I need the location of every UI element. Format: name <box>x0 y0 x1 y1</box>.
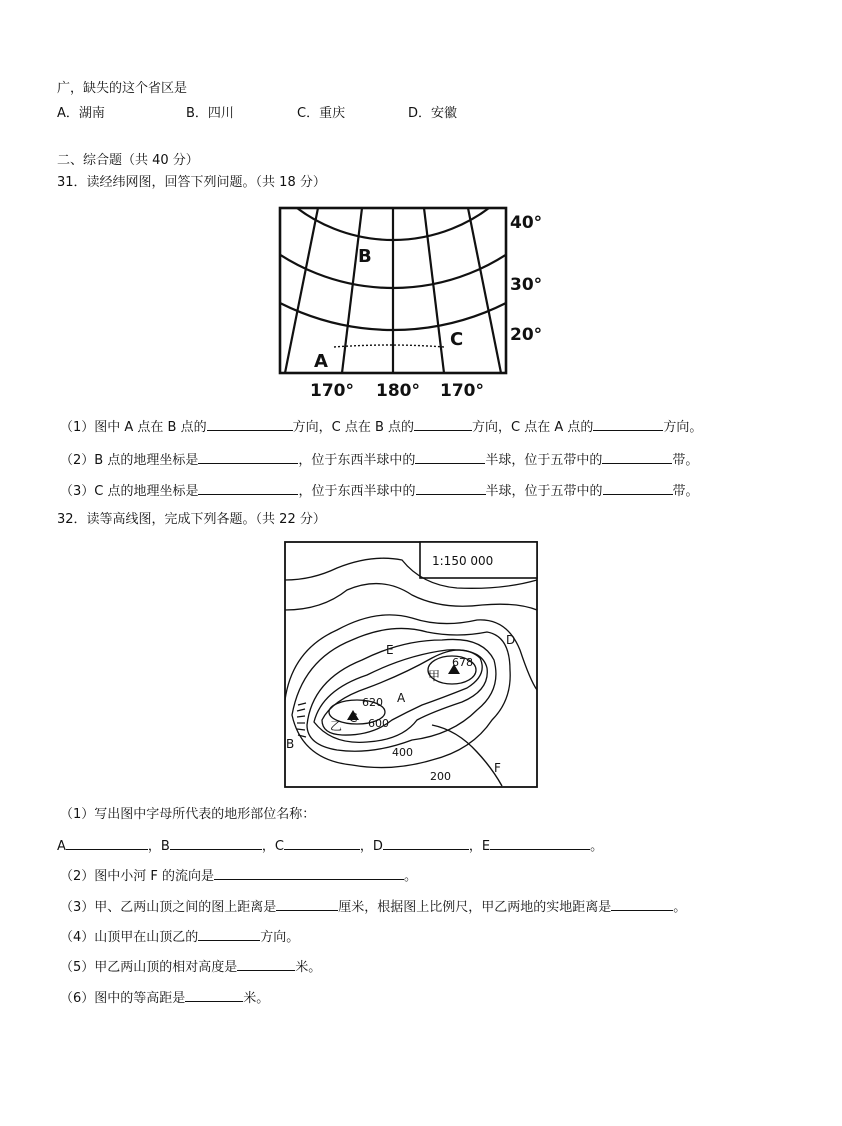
q32-sub6: （6）图中的等高距是 米。 <box>60 988 269 1008</box>
q32-sub1: （1）写出图中字母所代表的地形部位名称： <box>60 807 316 822</box>
q31-sub1: （1）图中 A 点在 B 点的 方向，C 点在 B 点的 方向，C 点在 A 点的 方向。 <box>60 417 702 437</box>
answer-blank[interactable] <box>490 836 590 850</box>
option-a: A．湖南 <box>57 106 105 121</box>
graticule-map <box>270 200 550 405</box>
q31-sub2: （2）B 点的地理坐标是 ，位于东西半球中的 半球，位于五带中的 带。 <box>60 450 698 470</box>
answer-blank[interactable] <box>198 927 260 941</box>
answer-blank[interactable] <box>603 481 673 495</box>
lat-label-40: 40° <box>510 213 543 233</box>
contour-map <box>282 540 542 790</box>
answer-blank[interactable] <box>276 897 338 911</box>
contour-label-600: 600 <box>368 717 389 730</box>
contour-label-200: 200 <box>430 770 451 783</box>
peak-yi-height: 620 <box>362 696 383 709</box>
letter-f: F <box>494 761 501 775</box>
answer-blank[interactable] <box>284 836 360 850</box>
option-b: B．四川 <box>186 106 234 121</box>
letter-e: E <box>386 643 394 657</box>
answer-blank[interactable] <box>198 450 298 464</box>
letter-a: A <box>397 691 406 705</box>
prev-question-tail: 广，缺失的这个省区是 <box>57 81 188 96</box>
answer-blank[interactable] <box>383 836 469 850</box>
contour-label-400: 400 <box>392 746 413 759</box>
peak-jia-name: 甲 <box>428 669 441 683</box>
answer-blank[interactable] <box>198 481 298 495</box>
q32-sub3: （3）甲、乙两山顶之间的图上距离是 厘米，根据图上比例尺，甲乙两地的实地距离是 。 <box>60 897 686 917</box>
point-c-label: C <box>450 329 464 350</box>
q32-stem: 32．读等高线图，完成下列各题。（共 22 分） <box>57 512 326 527</box>
answer-blank[interactable] <box>170 836 262 850</box>
answer-blank[interactable] <box>414 417 472 431</box>
option-c: C．重庆 <box>297 106 346 121</box>
peak-jia-height: 678 <box>452 656 473 669</box>
answer-blank[interactable] <box>207 417 293 431</box>
lat-label-30: 30° <box>510 275 543 295</box>
letter-c: C <box>349 711 358 725</box>
q31-sub3: （3）C 点的地理坐标是 ，位于东西半球中的 半球，位于五带中的 带。 <box>60 481 699 501</box>
lon-label-170-west: 170° <box>310 381 354 401</box>
answer-blank[interactable] <box>66 836 148 850</box>
lat-label-20: 20° <box>510 325 543 345</box>
peak-yi-name: 乙 <box>330 719 343 733</box>
q31-stem: 31．读经纬网图，回答下列问题。（共 18 分） <box>57 175 326 190</box>
q32-sub1-answers: A ，B ，C ，D ，E 。 <box>57 836 603 856</box>
scale-label: 1:150 000 <box>432 554 494 568</box>
answer-blank[interactable] <box>611 897 673 911</box>
q32-sub5: （5）甲乙两山顶的相对高度是 米。 <box>60 957 321 977</box>
point-b-label: B <box>358 246 372 267</box>
letter-d: D <box>506 633 516 647</box>
letter-b: B <box>286 737 295 751</box>
q32-sub2: （2）图中小河 F 的流向是 。 <box>60 866 417 886</box>
answer-blank[interactable] <box>237 957 295 971</box>
answer-blank[interactable] <box>593 417 663 431</box>
answer-blank[interactable] <box>602 450 672 464</box>
q32-sub4: （4）山顶甲在山顶乙的 方向。 <box>60 927 299 947</box>
answer-blank[interactable] <box>415 450 485 464</box>
answer-blank[interactable] <box>214 866 404 880</box>
point-a-label: A <box>314 351 328 372</box>
option-d: D．安徽 <box>408 106 458 121</box>
answer-blank[interactable] <box>185 988 243 1002</box>
lon-label-180: 180° <box>376 381 420 401</box>
lon-label-170-east: 170° <box>440 381 484 401</box>
answer-blank[interactable] <box>416 481 486 495</box>
section-title: 二、综合题（共 40 分） <box>57 153 199 168</box>
